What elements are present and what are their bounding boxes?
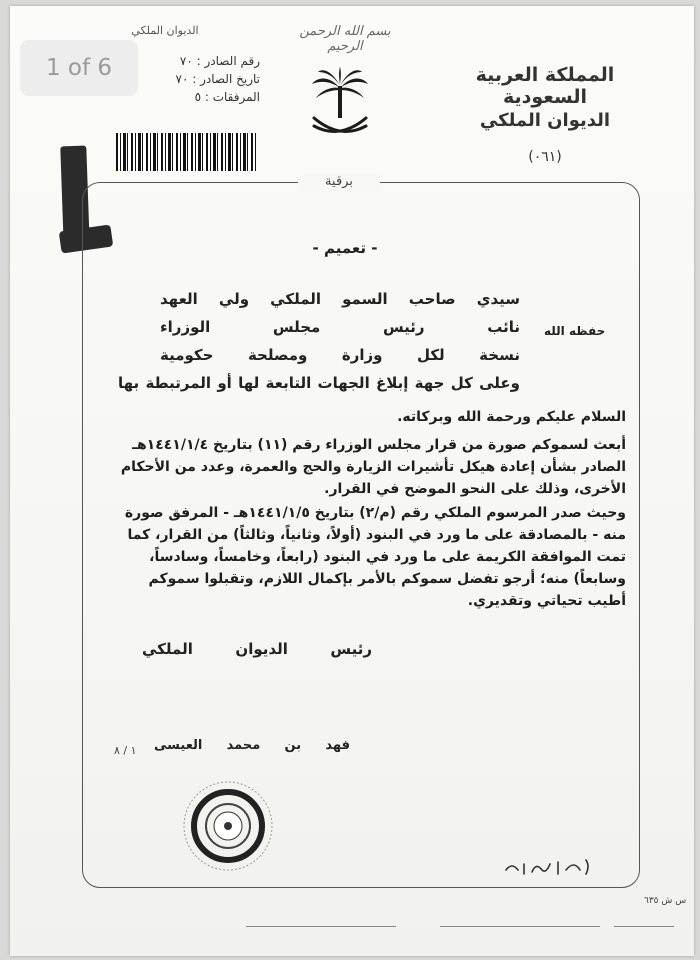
signature-title: رئيس الديوان الملكي [142,640,372,658]
honorific: حفظه الله [544,324,606,338]
address-line-3: نسخة لكل وزارة ومصلحة حكومية [160,346,520,364]
document-page [10,6,694,956]
footer-rule [440,926,600,927]
footer-rule [614,926,674,927]
address-line-4: وعلى كل جهة إبلاغ الجهات التابعة لها أو المرتبطة بها [118,374,520,392]
form-code: (٠٦١) [528,149,562,165]
royal-court-name: الديوان الملكي [479,110,611,131]
palm-swords-emblem-icon [308,66,372,140]
address-line-1: سيدي صاحب السمو الملكي ولي العهد [160,290,520,308]
handwritten-annotation [502,852,598,880]
letterhead-title [440,64,650,165]
signature-mark: ١ / ٨ [114,744,137,757]
footer-code: س ش ٦٣٥ [644,896,687,906]
address-line-2: نائب رئيس مجلس الوزراء [160,318,520,336]
top-left-label: الديوان الملكي [131,24,199,37]
official-seal-icon [180,778,276,874]
signature-name: فهد بن محمد العيسى [154,738,350,753]
greeting: السلام عليكم ورحمة الله وبركاته. [397,409,626,425]
attachments: المرفقات : ٥ [194,90,260,104]
frame-label: برقية [298,174,380,192]
page-counter: 1 of 6 [20,40,138,96]
ref-number: رقم الصادر : ٧٠ [179,54,260,68]
paragraph-1: أبعث لسموكم صورة من قرار مجلس الوزراء رقم (١١) بتاريخ ١٤٤١/١/٤هـ الصادر بشأن إعادة هيكل تأشيرات الزيارة والحج والعمرة، وعدد من الأحكام الأخرى، وذلك على النحو الموضح في القرار. [120,437,626,497]
paragraph-2: وحيث صدر المرسوم الملكي رقم (م/٢) بتاريخ ١٤٤١/١/٥هـ - المرفق صورة منه - بالمصادقة على ما ورد في البنود (أولاً، وثانياً، وثالثاً) من القرار، كما تمت الموافقة الكريمة على ما ورد في البنود (رابعاً، وخامساً، وسادساً، وسابعاً) منه؛ أرجو تفضل سموكم بالأمر بإكمال اللازم، وتقبلوا سموكم أطيب تحياتي وتقديري. [124,505,626,609]
reference-block [150,52,260,106]
footer-rule [246,926,396,927]
barcode-icon [116,133,256,171]
ref-date: تاريخ الصادر : ٧٠ [175,72,260,86]
basmala: بسم الله الرحمن الرحيم [299,24,391,54]
circular-heading: - تعميم - [312,239,378,257]
kingdom-name: المملكة العربية السعودية [475,64,615,108]
